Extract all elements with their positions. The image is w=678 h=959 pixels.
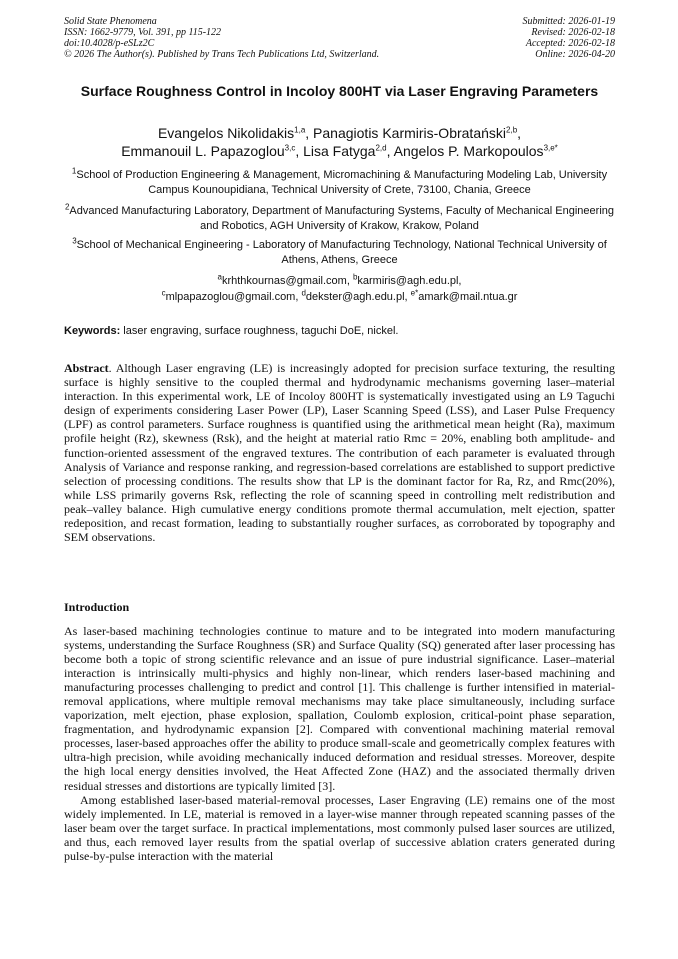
abstract-label: Abstract xyxy=(64,361,109,375)
author-affil-sup: 2,d xyxy=(375,143,387,153)
author-name: Angelos P. Markopoulos xyxy=(393,143,544,159)
intro-paragraph-2: Among established laser-based material-removal processes, Laser Engraving (LE) remains one of the most widely implemented. In LE, material is removed in a layer-wise manner through repeated scanning passes of the laser beam over the target surface. In practical implementations, most commonly pulsed laser sources are utilized, and thus, each removed layer results from the spatial overlap of successive ablation craters generated during pulse-by-pulse interaction with the material xyxy=(64,792,615,863)
email-sup: d xyxy=(301,288,306,298)
intro-paragraph-1: As laser-based machining technologies continue to mature and to be integrated into modern manufacturing systems, understanding the Surface Roughness (SR) and Surface Quality (SQ) generated after laser processing has become both a topic of strong scientific relevance and an issue of pure industrial significance. Laser–material interaction is intrinsically multi-physics and highly non-linear, which renders laser-based machining and manufacturing processes challenging to predict and control [1]. This challenge is further intensified in material-removal applications, where multiple removal mechanisms may take place simultaneously, including surface vaporization, melt ejection, phase explosion, spallation, Coulomb explosion, critical-point phase separation, fragmentation, and hydrodynamic expansion [2]. Compared with conventional machining material removal processes, laser-based approaches offer the ability to produce small-scale and geometrically complex features with ultra-high precision, while avoiding mechanically induced deformation and residual stresses. Moreover, despite the high local energy densities involved, the Heat Affected Zone (HAZ) and the associated thermally driven residual stresses and distortions are typically limited [3]. xyxy=(64,624,615,793)
affiliation-text: Advanced Manufacturing Laboratory, Department of Manufacturing Systems, Faculty of Mechanical Engineering and Robotics, AGH University of Krakow, Krakow, Poland xyxy=(69,205,615,232)
author-name: Emmanouil L. Papazoglou xyxy=(121,143,285,159)
accepted-date: Accepted: 2026-02-18 xyxy=(525,38,615,49)
keywords-text: laser engraving, surface roughness, taguchi DoE, nickel. xyxy=(120,325,399,337)
email-sup: c xyxy=(161,288,166,298)
author-name: Lisa Fatyga xyxy=(303,143,376,159)
doi: doi:10.4028/p-eSLz2C xyxy=(64,38,155,49)
email-link[interactable]: mlpapazoglou@gmail.com, xyxy=(165,291,302,303)
email-link[interactable]: karmiris@agh.edu.pl, xyxy=(357,275,462,287)
author-list: Evangelos Nikolidakis$^{1,a}$, Panagiotis Karmiris-Obratański$^{2,b}$, Emmanouil L. Papazoglou$^{3,c}$, Lisa Fatyga$^{2,d}$, Angelos P. Markopoulos$^{3,e*}$ xyxy=(121,125,558,159)
email-sup: b xyxy=(352,272,358,282)
author-affil-sup: 2,b xyxy=(506,125,518,135)
email-link[interactable]: amark@mail.ntua.gr xyxy=(418,291,518,303)
email-sup: e* xyxy=(410,288,419,298)
author-affil-sup: 1,a xyxy=(294,125,306,135)
email-link[interactable]: krhthkournas@gmail.com, xyxy=(221,275,353,287)
affiliation-text: School of Mechanical Engineering - Laboratory of Manufacturing Technology, National Technical University of Athens, Athens, Greece xyxy=(76,239,607,266)
author-name: Panagiotis Karmiris-Obratański xyxy=(313,125,507,141)
journal-meta xyxy=(64,16,379,60)
abstract xyxy=(64,361,615,544)
email-sup: a xyxy=(217,272,222,282)
affiliation-number: 3 xyxy=(72,236,77,246)
copyright: © 2026 The Author(s). Published by Trans Tech Publications Ltd, Switzerland. xyxy=(64,49,380,60)
issn-volume: ISSN: 1662-9779, Vol. 391, pp 115-122 xyxy=(64,27,222,38)
affiliation-2 xyxy=(64,204,615,234)
paper-title: Surface Roughness Control in Incoloy 800HT via Laser Engraving Parameters xyxy=(80,83,599,99)
affiliation-3 xyxy=(64,238,615,268)
affiliation-number: 1 xyxy=(71,166,77,176)
author-affil-sup: 3,c xyxy=(284,143,296,153)
revised-date: Revised: 2026-02-18 xyxy=(531,27,615,38)
keywords xyxy=(64,324,615,338)
affiliation-number: 2 xyxy=(64,202,70,212)
email-link[interactable]: dekster@agh.edu.pl, xyxy=(305,291,411,303)
author-emails xyxy=(64,273,615,305)
journal-name: Solid State Phenomena xyxy=(64,16,157,27)
online-date: Online: 2026-04-20 xyxy=(535,49,615,60)
keywords-label: Keywords: xyxy=(64,325,121,337)
submitted-date: Submitted: 2026-01-19 xyxy=(522,16,615,27)
dates-meta xyxy=(523,16,616,60)
author-affil-sup: 3,e* xyxy=(543,143,558,153)
introduction-heading: Introduction xyxy=(64,600,130,614)
introduction-body xyxy=(64,624,615,863)
affiliation-text: School of Production Engineering & Management, Micromachining & Manufacturing Modeling Lab, University Campus Kounoupidiana, Technical University of Crete, 73100, Chania, Greece xyxy=(76,169,608,196)
author-name: Evangelos Nikolidakis xyxy=(157,125,295,141)
affiliation-1 xyxy=(64,168,615,198)
abstract-text: . Although Laser engraving (LE) is increasingly adopted for precision surface texturing, the resulting surface is highly sensitive to the coupled thermal and hydrodynamic mechanisms governing laser–material interaction. In this experimental work, LE of Incoloy 800HT is systematically investigated using an L9 Taguchi design of experiments considering Laser Power (LP), Laser Scanning Speed (LSS), and Laser Pulse Frequency (LPF) as control parameters. Surface roughness is quantified using the arithmetical mean height (Ra), maximum profile height (Rz), skewness (Rsk), and the height at material ratio Rmc = 20%, enabling both amplitude- and function-oriented assessment of the engraved textures. The contribution of each parameter is evaluated through Analysis of Variance and response ranking, and regression-based correlations are established to support predictive selection of processing conditions. The results show that LP is the dominant factor for Ra, Rz, and Rmc(20%), while LSS primarily governs Rsk, reflecting the role of scanning speed in controlling melt redistribution and peak–valley balance. High cumulative energy conditions promote thermal accumulation, melt ejection, spatter redeposition, and recast formation, leading to substantially rougher surfaces, as corroborated by topography and SEM observations. xyxy=(64,361,615,545)
